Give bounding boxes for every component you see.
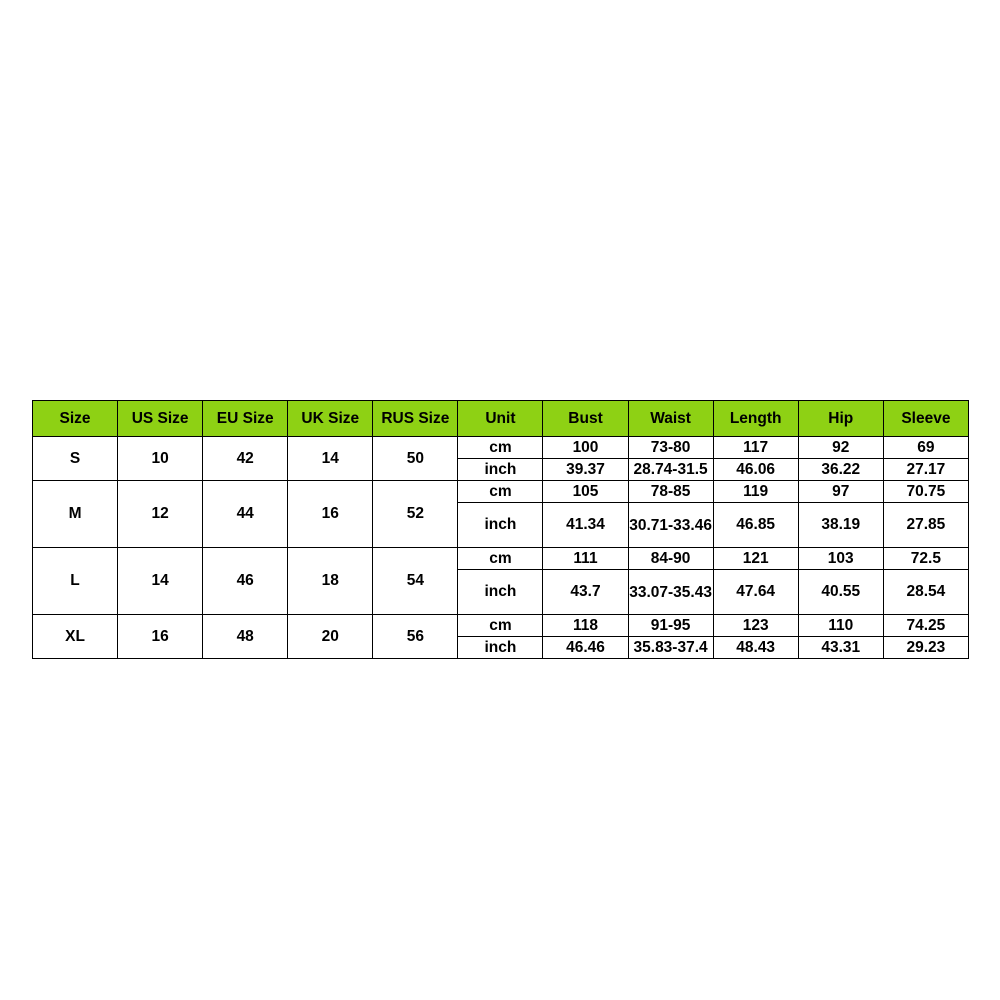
header-uk-size: UK Size (288, 401, 373, 437)
unit-cell: inch (458, 570, 543, 615)
table-row-l-cm (33, 548, 969, 570)
us-size-cell: 14 (118, 548, 203, 615)
hip-cell: 110 (798, 615, 883, 637)
eu-size-cell: 46 (203, 548, 288, 615)
size-cell: XL (33, 615, 118, 659)
header-bust: Bust (543, 401, 628, 437)
bust-cell: 100 (543, 437, 628, 459)
hip-cell: 103 (798, 548, 883, 570)
length-cell: 46.85 (713, 503, 798, 548)
header-rus-size: RUS Size (373, 401, 458, 437)
uk-size-cell: 18 (288, 548, 373, 615)
hip-cell: 40.55 (798, 570, 883, 615)
us-size-cell: 16 (118, 615, 203, 659)
header-eu-size: EU Size (203, 401, 288, 437)
length-cell: 117 (713, 437, 798, 459)
hip-cell: 92 (798, 437, 883, 459)
unit-cell: inch (458, 637, 543, 659)
table-row-s-cm (33, 437, 969, 459)
bust-cell: 118 (543, 615, 628, 637)
uk-size-cell: 20 (288, 615, 373, 659)
unit-cell: inch (458, 459, 543, 481)
eu-size-cell: 42 (203, 437, 288, 481)
length-cell: 48.43 (713, 637, 798, 659)
rus-size-cell: 52 (373, 481, 458, 548)
header-length: Length (713, 401, 798, 437)
waist-cell: 91-95 (628, 615, 713, 637)
sleeve-cell: 70.75 (883, 481, 968, 503)
unit-cell: cm (458, 481, 543, 503)
us-size-cell: 10 (118, 437, 203, 481)
sleeve-cell: 27.85 (883, 503, 968, 548)
waist-cell: 84-90 (628, 548, 713, 570)
sleeve-cell: 27.17 (883, 459, 968, 481)
unit-cell: inch (458, 503, 543, 548)
size-chart-table (32, 400, 969, 659)
uk-size-cell: 16 (288, 481, 373, 548)
sleeve-cell: 74.25 (883, 615, 968, 637)
length-cell: 123 (713, 615, 798, 637)
sleeve-cell: 69 (883, 437, 968, 459)
length-cell: 121 (713, 548, 798, 570)
header-waist: Waist (628, 401, 713, 437)
sleeve-cell: 72.5 (883, 548, 968, 570)
sleeve-cell: 28.54 (883, 570, 968, 615)
length-cell: 46.06 (713, 459, 798, 481)
bust-cell: 41.34 (543, 503, 628, 548)
length-cell: 47.64 (713, 570, 798, 615)
waist-cell: 30.71-33.46 (628, 503, 713, 548)
length-cell: 119 (713, 481, 798, 503)
table-row-m-cm (33, 481, 969, 503)
waist-cell: 28.74-31.5 (628, 459, 713, 481)
eu-size-cell: 48 (203, 615, 288, 659)
hip-cell: 43.31 (798, 637, 883, 659)
waist-cell: 78-85 (628, 481, 713, 503)
header-us-size: US Size (118, 401, 203, 437)
size-cell: S (33, 437, 118, 481)
unit-cell: cm (458, 437, 543, 459)
header-sleeve: Sleeve (883, 401, 968, 437)
table-body (33, 437, 969, 659)
uk-size-cell: 14 (288, 437, 373, 481)
unit-cell: cm (458, 615, 543, 637)
hip-cell: 97 (798, 481, 883, 503)
bust-cell: 39.37 (543, 459, 628, 481)
table-header (33, 401, 969, 437)
sleeve-cell: 29.23 (883, 637, 968, 659)
hip-cell: 36.22 (798, 459, 883, 481)
waist-cell: 73-80 (628, 437, 713, 459)
us-size-cell: 12 (118, 481, 203, 548)
rus-size-cell: 56 (373, 615, 458, 659)
rus-size-cell: 54 (373, 548, 458, 615)
waist-cell: 35.83-37.4 (628, 637, 713, 659)
table-row-xl-cm (33, 615, 969, 637)
bust-cell: 111 (543, 548, 628, 570)
header-size: Size (33, 401, 118, 437)
size-cell: L (33, 548, 118, 615)
bust-cell: 46.46 (543, 637, 628, 659)
size-cell: M (33, 481, 118, 548)
header-unit: Unit (458, 401, 543, 437)
eu-size-cell: 44 (203, 481, 288, 548)
waist-cell: 33.07-35.43 (628, 570, 713, 615)
header-hip: Hip (798, 401, 883, 437)
header-row (33, 401, 969, 437)
hip-cell: 38.19 (798, 503, 883, 548)
rus-size-cell: 50 (373, 437, 458, 481)
unit-cell: cm (458, 548, 543, 570)
bust-cell: 43.7 (543, 570, 628, 615)
bust-cell: 105 (543, 481, 628, 503)
